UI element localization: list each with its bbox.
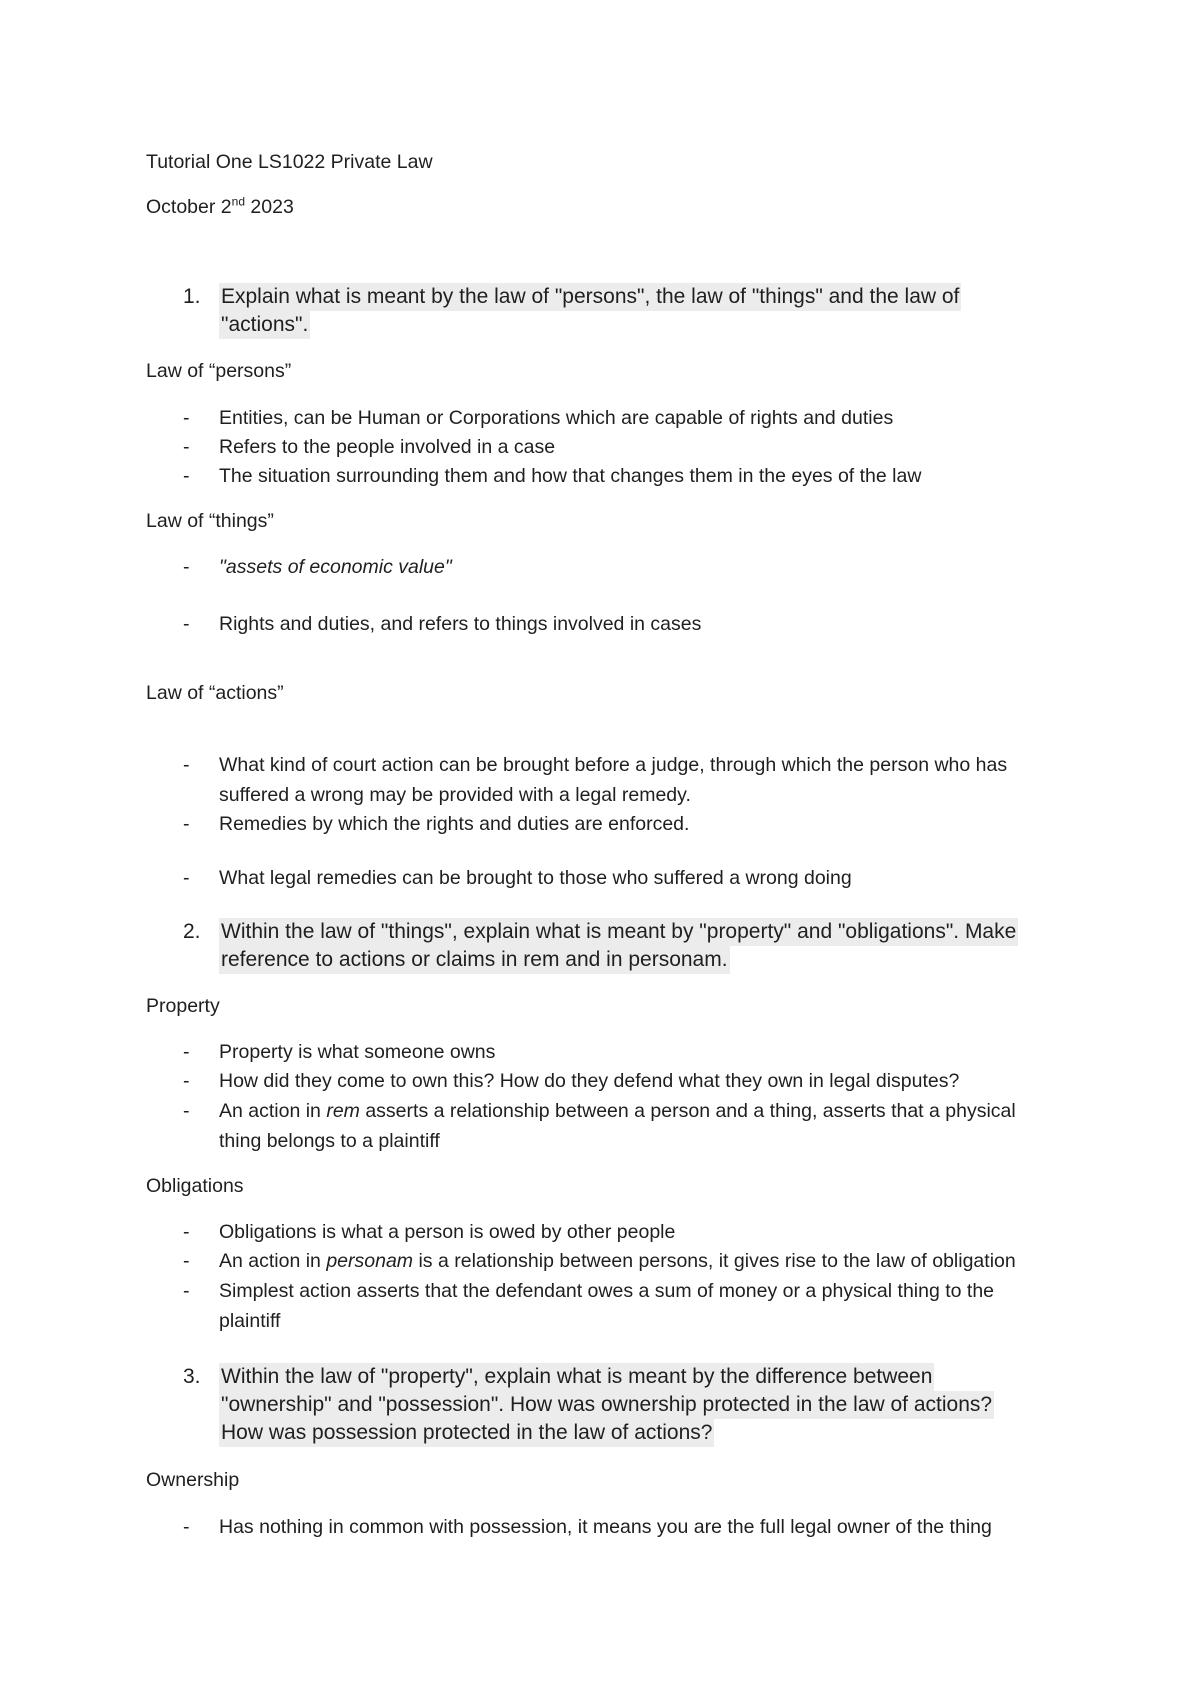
section-heading-property: Property (146, 995, 220, 1017)
list-item-text: What kind of court action can be brought before a judge, through which the person who has (219, 754, 1008, 776)
date-prefix: October 2 (146, 196, 232, 218)
date-superscript: nd (231, 194, 245, 209)
question-line: Explain what is meant by the law of "persons", the law of "things" and the law of (219, 283, 961, 311)
emphasis-text: rem (326, 1100, 360, 1122)
list-item-text: Obligations is what a person is owed by other people (219, 1221, 676, 1243)
list-item-text: Refers to the people involved in a case (219, 436, 556, 458)
section-heading-persons: Law of “persons” (146, 360, 292, 382)
bullet-dash: - (183, 1221, 190, 1243)
list-item-text: Has nothing in common with possession, it means you are the full legal owner of the thing (219, 1516, 992, 1538)
bullet-dash: - (183, 1280, 190, 1302)
bullet-dash: - (183, 1250, 190, 1272)
question-line: How was possession protected in the law of actions? (219, 1419, 714, 1447)
bullet-dash: - (183, 1070, 190, 1092)
date-suffix: 2023 (245, 196, 294, 218)
text-run: An action in (219, 1250, 327, 1272)
list-item-text: plaintiff (219, 1310, 281, 1332)
question-line: Within the law of "property", explain what is meant by the difference between (219, 1363, 934, 1391)
bullet-dash: - (183, 436, 190, 458)
bullet-dash: - (183, 1100, 190, 1122)
list-item-text: Rights and duties, and refers to things involved in cases (219, 613, 702, 635)
bullet-dash: - (183, 556, 190, 578)
text-run: asserts a relationship between a person and a thing, asserts that a physical (359, 1100, 1016, 1122)
section-heading-ownership: Ownership (146, 1469, 240, 1491)
question-number: 1. (183, 285, 201, 308)
list-item-text (219, 1099, 1016, 1123)
list-item-text: The situation surrounding them and how that changes them in the eyes of the law (219, 465, 922, 487)
list-item-text: Property is what someone owns (219, 1041, 496, 1063)
list-item-text: Simplest action asserts that the defendant owes a sum of money or a physical thing to the (219, 1280, 995, 1302)
bullet-dash: - (183, 613, 190, 635)
question-line: "actions". (219, 311, 310, 339)
bullet-dash: - (183, 813, 190, 835)
question-line: "ownership" and "possession". How was ownership protected in the law of actions? (219, 1391, 994, 1419)
bullet-dash: - (183, 1041, 190, 1063)
question-line: Within the law of "things", explain what is meant by "property" and "obligations". Make (219, 918, 1018, 946)
section-heading-obligations: Obligations (146, 1175, 244, 1197)
section-heading-things: Law of “things” (146, 510, 274, 532)
list-item-text: Entities, can be Human or Corporations which are capable of rights and duties (219, 407, 894, 429)
bullet-dash: - (183, 407, 190, 429)
list-item-text: What legal remedies can be brought to those who suffered a wrong doing (219, 867, 852, 889)
question-line: reference to actions or claims in rem and in personam. (219, 946, 730, 974)
text-run: An action in (219, 1100, 327, 1122)
bullet-dash: - (183, 754, 190, 776)
question-number: 2. (183, 920, 201, 943)
list-item-text: "assets of economic value" (219, 556, 452, 578)
emphasis-text: personam (326, 1250, 414, 1272)
bullet-dash: - (183, 465, 190, 487)
list-item-text: thing belongs to a plaintiff (219, 1130, 440, 1152)
bullet-dash: - (183, 867, 190, 889)
list-item-text: suffered a wrong may be provided with a legal remedy. (219, 784, 691, 806)
text-run: is a relationship between persons, it gives rise to the law of obligation (413, 1250, 1016, 1272)
section-heading-actions: Law of “actions” (146, 682, 284, 704)
list-item-text: How did they come to own this? How do they defend what they own in legal disputes? (219, 1070, 960, 1092)
list-item-text (219, 1249, 1016, 1273)
question-number: 3. (183, 1365, 201, 1388)
document-date (146, 195, 294, 219)
document-title: Tutorial One LS1022 Private Law (146, 151, 433, 173)
list-item-text: Remedies by which the rights and duties are enforced. (219, 813, 690, 835)
bullet-dash: - (183, 1516, 190, 1538)
